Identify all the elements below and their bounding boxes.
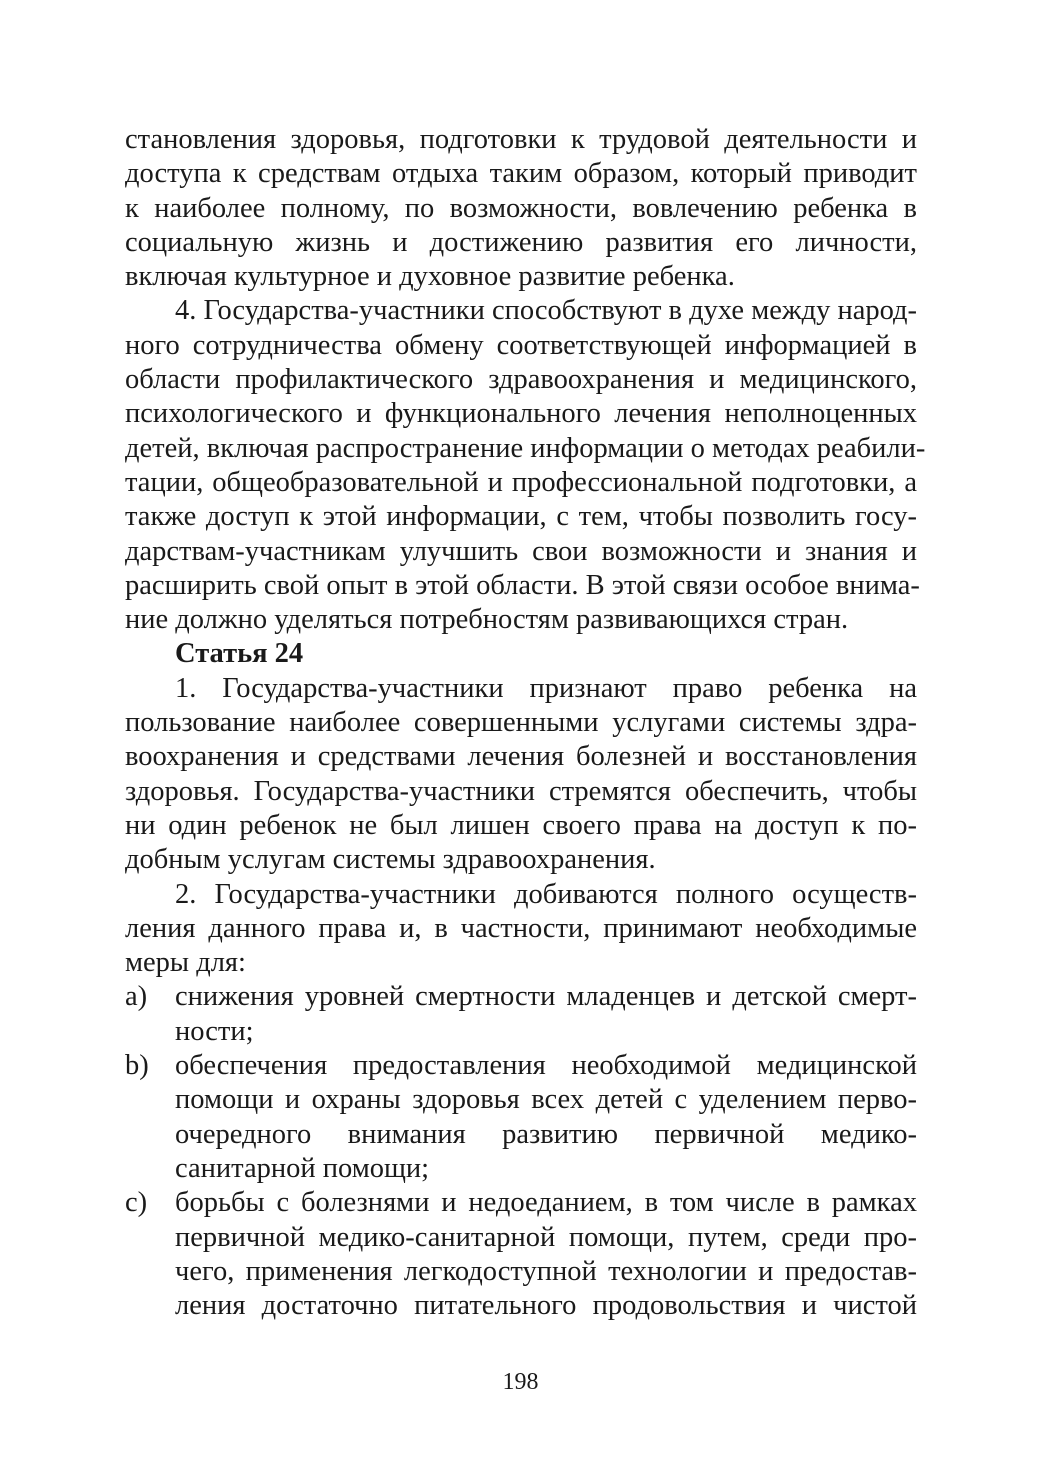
text-line: санитарной помощи;: [175, 1152, 430, 1184]
article-heading: Статья 24: [175, 638, 304, 670]
text-line: ления данного права и, в частности, принимают необходимые: [125, 912, 917, 944]
text-line: психологического и функционального лечения неполноценных: [125, 398, 917, 430]
text-line: 4. Государства-участники способствуют в духе между народ-: [175, 295, 918, 327]
list-marker: b): [125, 1050, 149, 1082]
text-line: ности;: [175, 1015, 254, 1047]
text-line: первичной медико-санитарной помощи, путем, среди про-: [175, 1221, 917, 1253]
text-line: доступа к средствам отдыха таким образом, который приводит: [125, 158, 917, 190]
text-line: также доступ к этой информации, с тем, чтобы позволить госу-: [125, 501, 917, 533]
text-line: пользование наиболее совершенными услугами системы здра-: [125, 707, 917, 739]
text-line: меры для:: [125, 947, 246, 979]
text-line: области профилактического здравоохранения и медицинского,: [125, 364, 917, 396]
page-body: [125, 123, 926, 1323]
paragraph-item-4: [125, 294, 926, 637]
text-line: чего, применения легкодоступной технологии и предостав-: [175, 1255, 917, 1287]
text-line: 1. Государства-участники признают право ребенка на: [175, 672, 917, 704]
text-line: 2. Государства-участники добиваются полного осуществ-: [175, 878, 917, 910]
text-line: обеспечения предоставления необходимой медицинской: [175, 1050, 917, 1082]
text-line: очередного внимания развитию первичной медико-: [175, 1118, 917, 1150]
text-line: воохранения и средствами лечения болезней и восстановления: [125, 741, 917, 773]
text-line: детей, включая распространение информации о методах реабили-: [125, 432, 926, 464]
text-line: снижения уровней смертности младенцев и детской смерт-: [175, 981, 917, 1013]
text-line: тации, общеобразовательной и профессиональной подготовки, а: [125, 466, 917, 498]
text-line: здоровья. Государства-участники стремятся обеспечить, чтобы: [125, 775, 917, 807]
list-marker: c): [125, 1187, 148, 1219]
list-item-a: [125, 980, 917, 1049]
text-line: ни один ребенок не был лишен своего права на доступ к по-: [125, 809, 917, 841]
text-line: становления здоровья, подготовки к трудовой деятельности и: [125, 124, 917, 155]
text-line: расширить свой опыт в этой области. В этой связи особое внима-: [125, 569, 920, 601]
text-line: дарствам-участникам улучшить свои возможности и знания и: [125, 535, 917, 567]
paragraph-continuation: [125, 123, 917, 294]
text-line: борьбы с болезнями и недоеданием, в том числе в рамках: [175, 1187, 917, 1219]
article-heading-container: [125, 637, 917, 671]
text-line: помощи и охраны здоровья всех детей с уделением перво-: [175, 1084, 917, 1116]
text-line: к наиболее полному, по возможности, вовлечению ребенка в: [125, 192, 917, 224]
text-line: добным услугам системы здравоохранения.: [125, 844, 656, 876]
text-line: ления достаточно питательного продовольствия и чистой: [175, 1290, 917, 1322]
paragraph-article-24-1: [125, 672, 917, 878]
text-line: ного сотрудничества обмену соответствующей информацией в: [125, 329, 917, 361]
text-line: ние должно уделяться потребностям развивающихся стран.: [125, 604, 849, 636]
text-line: социальную жизнь и достижению развития его личности,: [125, 226, 917, 258]
list-item-b: [125, 1049, 917, 1186]
page-number: 198: [502, 1369, 539, 1395]
list-item-c: [125, 1186, 917, 1323]
paragraph-article-24-2: [125, 878, 917, 981]
text-line: включая культурное и духовное развитие ребенка.: [125, 261, 735, 293]
list-marker: a): [125, 981, 148, 1013]
